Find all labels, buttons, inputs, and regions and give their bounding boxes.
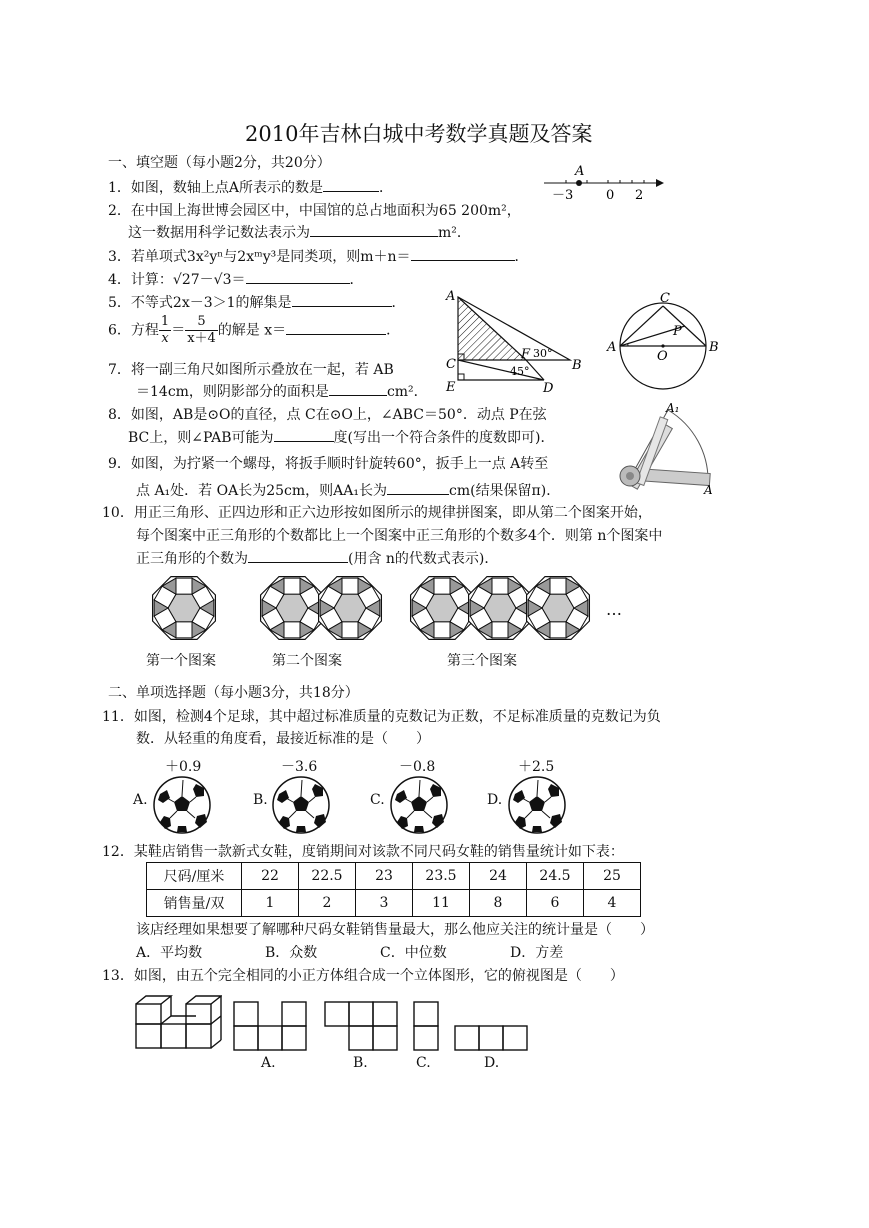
q13-option-b-label[interactable]: B. (353, 1055, 368, 1071)
question-number: 10． (102, 505, 134, 521)
circle-figure (600, 288, 730, 398)
question-10-line2: 每个图案中正三角形的个数都比上一个图案中正三角形的个数多4个．则第 n个图案中 (136, 528, 663, 544)
square-shape (342, 578, 358, 594)
question-number: 9． (108, 456, 131, 472)
question-text: 在中国上海世博会园区中，中国馆的总占地面积为65 200m²， (130, 203, 521, 219)
question-text: 如图，AB是⊙O的直径，点 C在⊙O上，∠ABC＝50°．动点 P在弦 (130, 407, 547, 423)
square-shape (434, 578, 450, 594)
question-13 (102, 965, 624, 985)
angle-30-label: 30° (533, 347, 553, 360)
question-number: 11． (102, 709, 134, 725)
option-c-label[interactable]: C. (370, 792, 385, 808)
answer-blank[interactable] (323, 177, 379, 192)
pattern-1 (153, 577, 216, 640)
question-11-line2: 数．从轻重的角度看，最接近标准的是（ ） (136, 731, 430, 747)
answer-blank[interactable] (246, 269, 350, 284)
question-text: 正三角形的个数为 (136, 551, 248, 567)
q12-option-a[interactable]: A．平均数 (136, 945, 203, 961)
table-cell: 4 (584, 890, 641, 917)
question-11 (102, 706, 661, 726)
table-cell: 6 (527, 890, 584, 917)
label-C: C (446, 357, 456, 372)
answer-blank[interactable] (286, 320, 386, 335)
question-8 (108, 404, 547, 424)
unit-text: m²． (438, 225, 471, 241)
question-text: 点 A₁处．若 OA长为25cm，则AA₁长为 (136, 483, 387, 499)
pattern-3-label: 第三个图案 (447, 653, 517, 669)
q13-option-d-label[interactable]: D. (484, 1055, 500, 1071)
answer-blank[interactable] (387, 480, 449, 495)
question-5 (108, 292, 406, 312)
question-end: ． (349, 272, 364, 288)
table-cell: 22.5 (299, 863, 356, 890)
ball-c-value: －0.8 (399, 759, 436, 775)
label-A: A (607, 340, 617, 355)
tick-label-2: 2 (635, 188, 644, 203)
question-number: 2． (108, 203, 131, 219)
question-text: 用正三角形、正四边形和正六边形按如图所示的规律拼图案，即从第二个图案开始， (133, 505, 652, 521)
q13-option-b-figure[interactable] (323, 1000, 401, 1054)
square-shape (284, 622, 300, 638)
question-end: ． (386, 322, 401, 339)
table-cell: 24 (470, 863, 527, 890)
square-shape (550, 578, 566, 594)
table-cell: 1 (242, 890, 299, 917)
question-text: 若单项式3x²yⁿ与2xᵐy³是同类项，则m＋n＝ (130, 249, 411, 265)
label-A: A (446, 289, 456, 304)
table-cell: 销售量/双 (147, 890, 242, 917)
question-number: 5． (108, 295, 131, 311)
answer-blank[interactable] (248, 548, 348, 563)
ball-d-value: ＋2.5 (518, 759, 555, 775)
question-text: 某鞋店销售一款新式女鞋，度销期间对该款不同尺码女鞋的销售量统计如下表： (133, 844, 624, 860)
question-text: (用含 n的代数式表示)． (348, 551, 499, 567)
point-a-label: A (575, 164, 585, 179)
table-cell: 3 (356, 890, 413, 917)
pattern-2 (261, 577, 382, 640)
question-text: BC上，则∠PAB可能为 (128, 430, 274, 446)
question-text: 计算：√27－√3＝ (130, 272, 246, 288)
q13-option-c-figure[interactable] (412, 1000, 442, 1054)
question-12 (102, 841, 624, 861)
answer-blank[interactable] (411, 246, 515, 261)
question-text: ＝14cm，则阴影部分的面积是 (136, 384, 329, 400)
soccer-ball-a-icon[interactable] (150, 774, 214, 836)
number-line-figure (540, 160, 670, 206)
label-P: P (673, 324, 682, 339)
square-shape (492, 578, 508, 594)
tick-label-0: 0 (606, 188, 615, 203)
question-10-line3 (136, 548, 498, 568)
table-cell: 22 (242, 863, 299, 890)
label-O: O (657, 349, 668, 364)
fraction-numerator: 1 (160, 314, 170, 329)
square-shape (550, 622, 566, 638)
section-heading-fill-in: 一、填空题（每小题2分，共20分） (108, 155, 331, 171)
fraction-denominator: x (161, 331, 169, 346)
pattern-2-label: 第二个图案 (272, 653, 342, 669)
fraction-5-over-x-plus-4 (185, 314, 218, 347)
q13-option-a-figure[interactable] (232, 1000, 310, 1054)
shoe-sales-table (146, 862, 641, 917)
question-number: 8． (108, 407, 131, 423)
table-cell: 2 (299, 890, 356, 917)
ellipsis-more-patterns: … (606, 600, 622, 619)
question-7-line2 (136, 381, 428, 401)
answer-blank[interactable] (292, 292, 392, 307)
unit-text: cm²． (386, 384, 428, 400)
section-heading-single-choice: 二、单项选择题（每小题3分，共18分） (108, 685, 359, 701)
square-shape (284, 578, 300, 594)
question-text: 不等式2x－3＞1的解集是 (130, 295, 292, 311)
question-number: 4． (108, 272, 131, 288)
question-text: 如图，为拧紧一个螺母，将扳手顺时针旋转60°，扳手上一点 A转至 (130, 456, 549, 472)
q13-option-c-label[interactable]: C. (416, 1055, 431, 1071)
ball-b-value: －3.6 (281, 759, 318, 775)
question-1 (108, 177, 393, 197)
label-A1: A₁ (666, 401, 680, 415)
table-row-size (147, 863, 641, 890)
question-text: 的解是 x＝ (217, 322, 287, 339)
question-text: 如图，由五个完全相同的小正方体组合成一个立体图形，它的俯视图是（ ） (133, 968, 624, 984)
question-10 (102, 502, 652, 522)
label-B: B (572, 358, 582, 373)
soccer-ball-b-icon[interactable] (269, 774, 333, 836)
option-d-label[interactable]: D. (487, 792, 503, 808)
soccer-ball-c-icon[interactable] (387, 774, 451, 836)
question-end: ． (391, 295, 406, 311)
question-3 (108, 246, 529, 266)
option-b-label[interactable]: B. (253, 792, 268, 808)
ball-a-value: ＋0.9 (165, 759, 202, 775)
question-2 (108, 200, 521, 220)
question-text: 度(写出一个符合条件的度数即可)． (333, 430, 555, 446)
square-shape (342, 622, 358, 638)
table-cell: 23 (356, 863, 413, 890)
soccer-balls-options (133, 752, 593, 842)
question-end: ． (379, 180, 394, 196)
triangle-rulers-figure (440, 285, 590, 400)
question-4 (108, 269, 364, 289)
wrench-figure (608, 398, 723, 496)
question-7 (108, 359, 394, 379)
question-text: 这一数据用科学记数法表示为 (128, 225, 310, 241)
tick-label-minus3: －3 (552, 188, 574, 203)
fraction-denominator: x＋4 (187, 331, 216, 346)
q12-option-d[interactable]: D．方差 (510, 945, 564, 961)
pattern-3 (411, 577, 590, 640)
question-end: ． (514, 249, 529, 265)
question-number: 3． (108, 249, 131, 265)
table-row-sales (147, 890, 641, 917)
q13-option-d-figure[interactable] (453, 1024, 533, 1054)
question-9-line2 (136, 480, 560, 500)
answer-blank[interactable] (274, 427, 334, 442)
square-shape (434, 622, 450, 638)
question-number: 1． (108, 180, 131, 196)
q12-option-b[interactable]: B．众数 (265, 945, 318, 961)
question-text: 将一副三角尺如图所示叠放在一起，若 AB (130, 362, 394, 378)
table-cell: 8 (470, 890, 527, 917)
q12-option-c[interactable]: C．中位数 (380, 945, 447, 961)
question-text: 如图，数轴上点A所表示的数是 (130, 180, 324, 196)
question-number: 12． (102, 844, 134, 860)
question-text: cm(结果保留π)． (448, 483, 561, 499)
question-number: 13． (102, 968, 134, 984)
question-2-line2 (128, 222, 471, 242)
label-B: B (709, 340, 719, 355)
table-cell: 23.5 (413, 863, 470, 890)
question-text: 如图，检测4个足球，其中超过标准质量的克数记为正数，不足标准质量的克数记为负 (133, 709, 661, 725)
square-shape (176, 578, 192, 594)
question-text: 方程 (130, 322, 159, 339)
answer-blank[interactable] (329, 381, 387, 396)
tiling-patterns-figure (140, 572, 640, 647)
soccer-ball-d-icon[interactable] (505, 774, 569, 836)
question-12-followup: 该店经理如果想要了解哪种尺码女鞋销售量最大，那么他应关注的统计量是（ ） (136, 922, 654, 938)
question-number: 7． (108, 362, 131, 378)
fraction-numerator: 5 (185, 314, 218, 331)
table-cell: 11 (413, 890, 470, 917)
q13-option-a-label[interactable]: A. (261, 1055, 276, 1071)
label-F: F (521, 347, 531, 362)
label-A: A (704, 483, 713, 496)
square-shape (176, 622, 192, 638)
question-8-line2 (128, 427, 554, 447)
answer-blank[interactable] (310, 222, 438, 237)
label-C: C (660, 291, 670, 306)
table-cell: 尺码/厘米 (147, 863, 242, 890)
angle-45-label: 45° (510, 365, 530, 378)
square-shape (492, 622, 508, 638)
page-title: 2010年吉林白城中考数学真题及答案 (245, 122, 593, 146)
label-E: E (446, 380, 456, 395)
option-a-label[interactable]: A. (133, 792, 148, 808)
label-D: D (543, 381, 554, 396)
table-cell: 24.5 (527, 863, 584, 890)
table-cell: 25 (584, 863, 641, 890)
fraction-1-over-x (159, 314, 171, 347)
cube-solid-figure (132, 992, 222, 1054)
question-9 (108, 453, 548, 473)
equals-sign: ＝ (171, 322, 186, 339)
question-number: 6． (108, 322, 131, 339)
pattern-1-label: 第一个图案 (146, 653, 216, 669)
question-6 (108, 314, 400, 347)
